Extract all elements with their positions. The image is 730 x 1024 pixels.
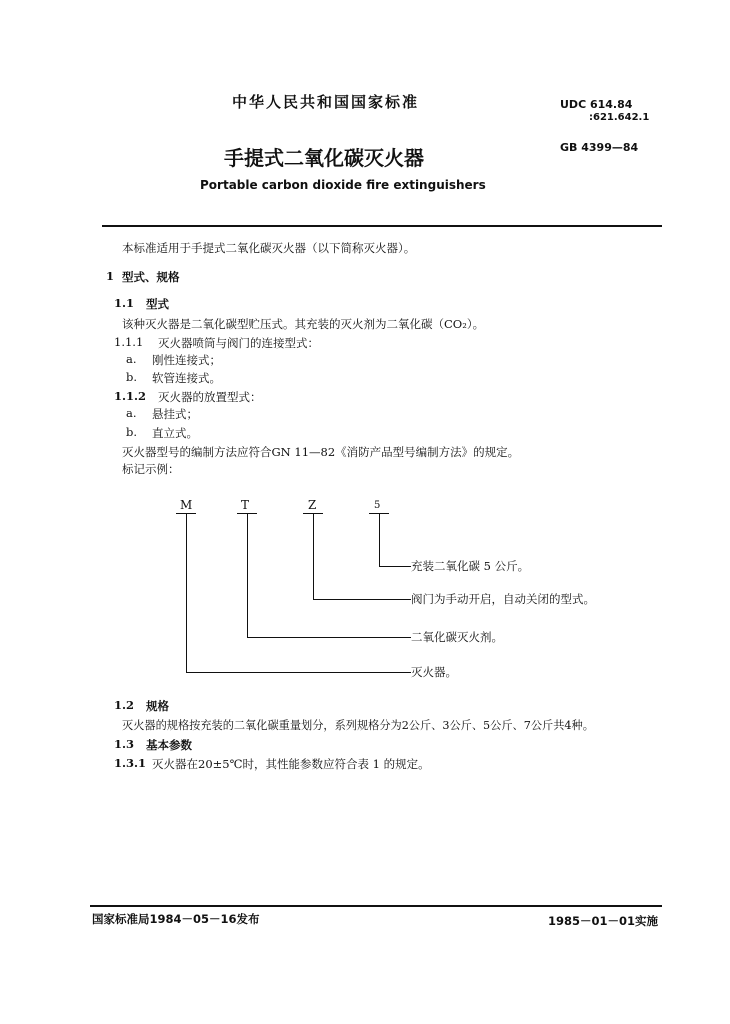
diagram-label-charge: 充装二氧化碳 5 公斤。 [411, 559, 530, 573]
section-1-1-2-number: 1.1.2 [114, 389, 147, 403]
section-1-3-1-text: 灭火器在20±5℃时，其性能参数应符合表 1 的规定。 [152, 757, 430, 771]
connector-t-horizontal [247, 637, 411, 638]
footer-divider [90, 905, 662, 907]
section-1-title: 型式、规格 [122, 270, 180, 284]
list-item-text: 直立式。 [152, 426, 198, 440]
section-1-2-number: 1.2 [114, 698, 135, 712]
section-1-1-2-text: 灭火器的放置型式： [158, 390, 262, 404]
udc-number: UDC 614.84 [560, 98, 633, 111]
connector-z-horizontal [313, 599, 411, 600]
connector-z-vertical [313, 513, 314, 599]
list-item-label: b. [126, 425, 138, 439]
list-item-label: b. [126, 370, 138, 384]
section-1-3-number: 1.3 [114, 737, 135, 751]
code-t: T [241, 498, 250, 512]
section-1-1-1-text: 灭火器喷筒与阀门的连接型式： [158, 336, 319, 350]
section-1-1-title: 型式 [146, 297, 169, 311]
section-1-1-1-number: 1.1.1 [114, 335, 144, 349]
example-label: 标记示例： [122, 462, 180, 476]
connector-t-vertical [247, 513, 248, 637]
code-5: 5 [374, 500, 381, 511]
section-1-2-text: 灭火器的规格按充装的二氧化碳重量划分，系列规格分为2公斤、3公斤、5公斤、7公斤共4种。 [122, 719, 594, 732]
list-item-text: 刚性连接式； [152, 353, 221, 367]
section-1-number: 1 [106, 269, 115, 283]
issued-date: 国家标准局1984－05－16发布 [92, 912, 260, 926]
code-z: Z [308, 498, 317, 512]
header-divider [102, 225, 662, 227]
issuing-agency: 中华人民共和国国家标准 [232, 93, 420, 111]
list-item-label: a. [126, 352, 137, 366]
diagram-label-agent: 二氧化碳灭火剂。 [411, 630, 503, 644]
section-1-1-number: 1.1 [114, 296, 135, 310]
document-title: 手提式二氧化碳灭火器 [224, 146, 424, 170]
diagram-label-valve: 阀门为手动开启，自动关闭的型式。 [411, 592, 595, 606]
udc-number-continued: :621.642.1 [589, 112, 650, 123]
gb-number: GB 4399—84 [560, 141, 639, 154]
code-m: M [180, 498, 193, 512]
document-title-english: Portable carbon dioxide fire extinguishers [200, 178, 486, 192]
section-1-2-title: 规格 [146, 699, 169, 713]
connector-m-horizontal [186, 672, 411, 673]
section-1-1-text: 该种灭火器是二氧化碳型贮压式。其充装的灭火剂为二氧化碳（CO₂）。 [122, 317, 485, 331]
connector-5-vertical [379, 513, 380, 566]
effective-date: 1985－01－01实施 [548, 914, 659, 928]
list-item-text: 软管连接式。 [152, 371, 221, 385]
scope-paragraph: 本标准适用于手提式二氧化碳灭火器（以下简称灭火器）。 [122, 241, 416, 255]
list-item-label: a. [126, 406, 137, 420]
connector-5-horizontal [379, 566, 411, 567]
list-item-text: 悬挂式； [152, 407, 198, 421]
model-rule-paragraph: 灭火器型号的编制方法应符合GN 11—82《消防产品型号编制方法》的规定。 [122, 445, 520, 459]
diagram-label-extinguisher: 灭火器。 [411, 665, 457, 679]
section-1-3-title: 基本参数 [146, 738, 192, 752]
section-1-3-1-number: 1.3.1 [114, 756, 147, 770]
connector-m-vertical [186, 513, 187, 672]
